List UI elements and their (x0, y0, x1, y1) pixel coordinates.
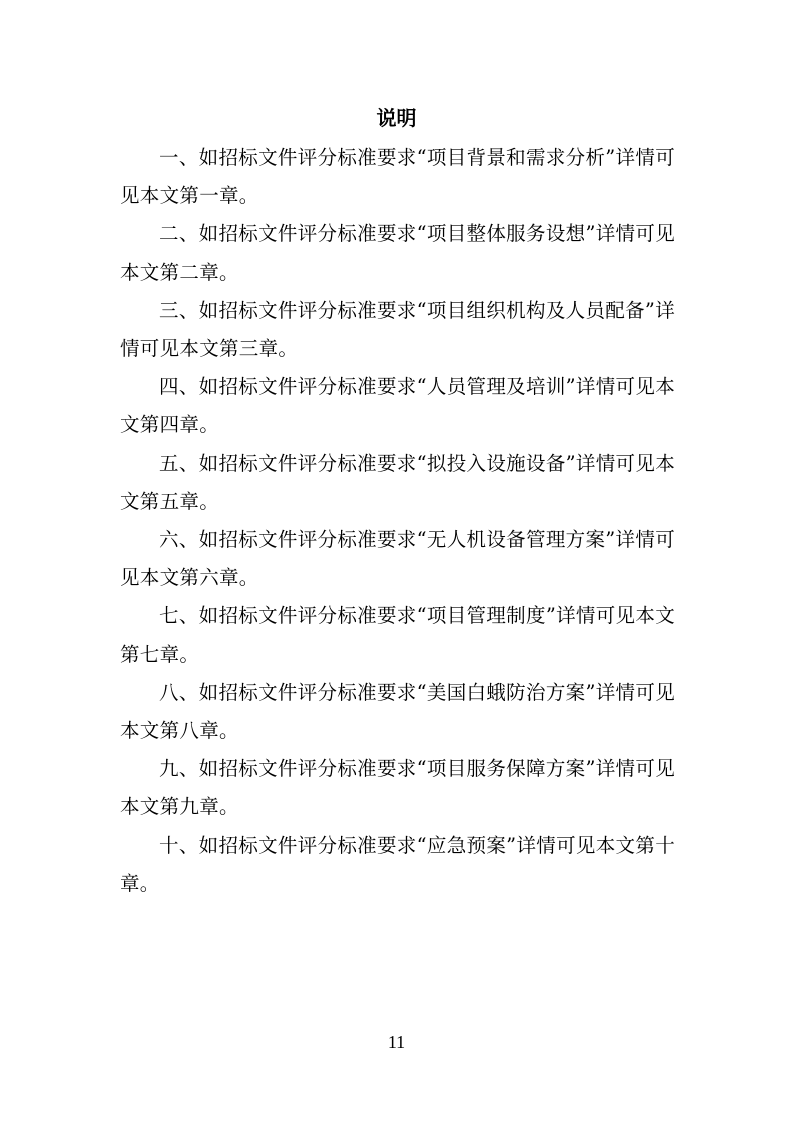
paragraph-2: 二、如招标文件评分标准要求“项目整体服务设想”详情可见本文第二章。 (120, 222, 675, 284)
paragraph-7: 七、如招标文件评分标准要求“项目管理制度”详情可见本文第七章。 (120, 604, 675, 666)
page-number: 11 (387, 1032, 406, 1052)
document-body (120, 139, 675, 903)
paragraph-9: 九、如招标文件评分标准要求“项目服务保障方案”详情可见本文第九章。 (120, 757, 675, 819)
paragraph-8: 八、如招标文件评分标准要求“美国白蛾防治方案”详情可见本文第八章。 (120, 680, 675, 743)
paragraph-4: 四、如招标文件评分标准要求“人员管理及培训”详情可见本文第四章。 (120, 375, 675, 437)
page-title: 说明 (376, 106, 417, 130)
paragraph-10: 十、如招标文件评分标准要求“应急预案”详情可见本文第十章。 (120, 833, 675, 895)
paragraph-3: 三、如招标文件评分标准要求“项目组织机构及人员配备”详情可见本文第三章。 (120, 298, 675, 361)
paragraph-6: 六、如招标文件评分标准要求“无人机设备管理方案”详情可见本文第六章。 (120, 528, 675, 590)
paragraph-5: 五、如招标文件评分标准要求“拟投入设施设备”详情可见本文第五章。 (120, 451, 675, 513)
paragraph-1: 一、如招标文件评分标准要求“项目背景和需求分析”详情可见本文第一章。 (120, 146, 675, 208)
